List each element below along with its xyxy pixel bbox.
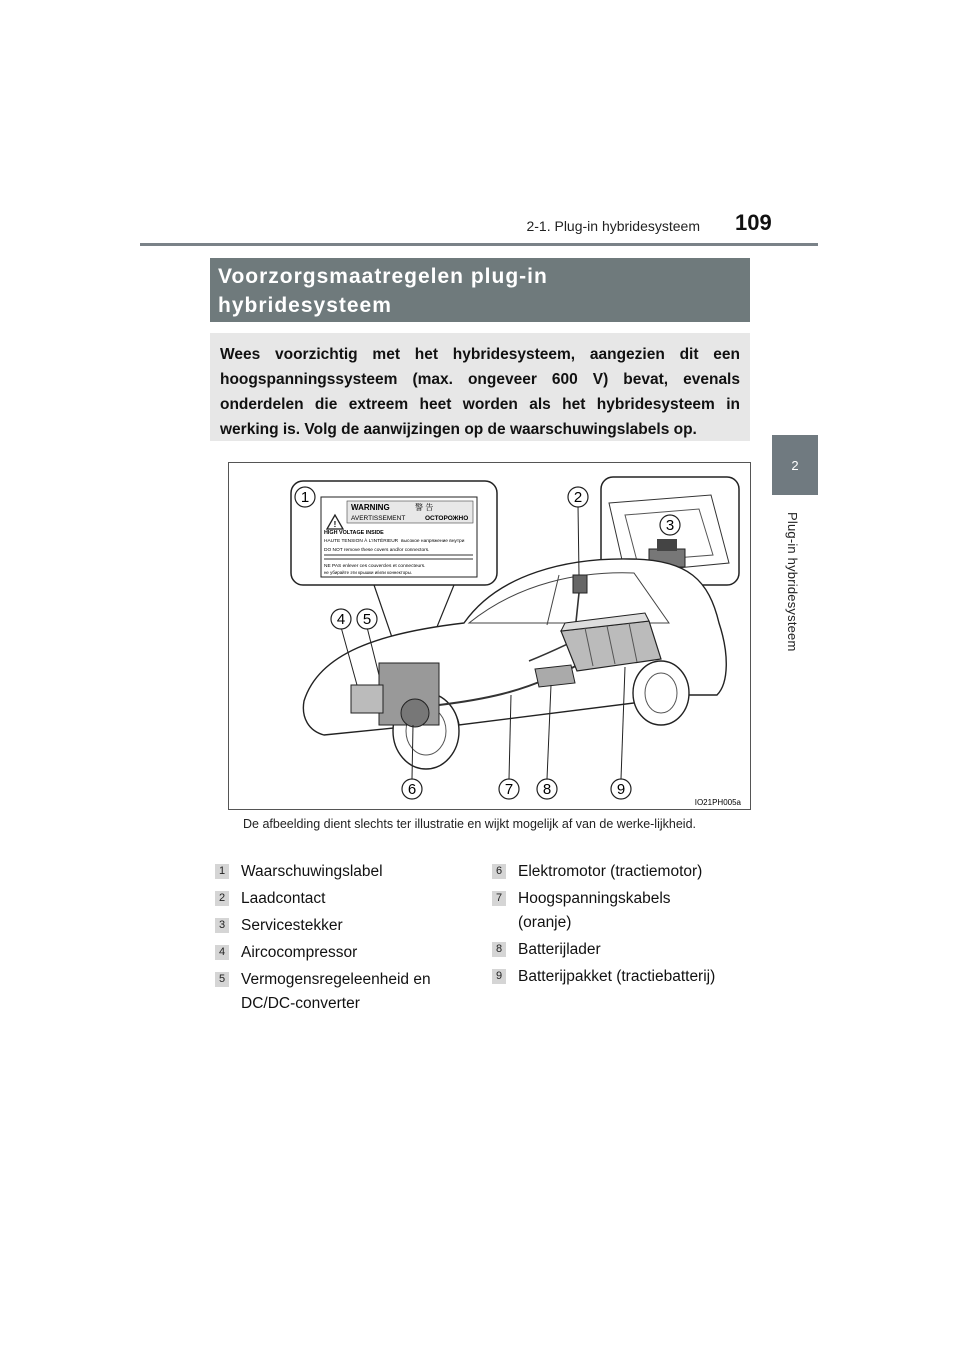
item-text: Laadcontact bbox=[241, 890, 326, 907]
list-item bbox=[490, 860, 760, 884]
svg-text:!: ! bbox=[333, 520, 337, 529]
callout-9-label: 9 bbox=[616, 781, 626, 798]
item-number: 2 bbox=[215, 891, 229, 906]
page-heading bbox=[210, 258, 750, 322]
label-warning: WARNING bbox=[351, 503, 390, 512]
list-item bbox=[490, 965, 760, 989]
header-divider bbox=[140, 243, 818, 246]
label-do-not-remove: DO NOT remove these covers and/or connectors. bbox=[324, 548, 430, 553]
rear-wheel bbox=[633, 661, 689, 725]
item-text: Vermogensregeleenheid en DC/DC-converter bbox=[241, 971, 431, 1012]
ac-compressor bbox=[351, 685, 383, 713]
label-ne-pas: NE PAS enlever ces couvercles et connecteurs. bbox=[324, 564, 426, 569]
item-number: 6 bbox=[492, 864, 506, 879]
callout-1-label: 1 bbox=[300, 489, 310, 506]
vehicle-illustration bbox=[228, 462, 751, 810]
legend-list-left bbox=[213, 860, 463, 1019]
list-item bbox=[490, 938, 760, 962]
chapter-tab[interactable]: 2 bbox=[772, 435, 818, 495]
section-title: 2-1. Plug-in hybridesysteem bbox=[526, 218, 700, 234]
label-ne-ubirayte: не убирайте эти крышки и/или коннекторы. bbox=[324, 570, 412, 575]
label-ostorozhno: ОСТОРОЖНО bbox=[425, 515, 469, 522]
callout-2-label: 2 bbox=[573, 489, 583, 506]
heading-line-2: hybridesysteem bbox=[218, 294, 392, 317]
figure-code: IO21PH005a bbox=[694, 798, 741, 807]
item-number: 5 bbox=[215, 972, 229, 987]
traction-motor bbox=[401, 699, 429, 727]
list-item bbox=[213, 887, 463, 911]
callout-4-label: 4 bbox=[336, 611, 346, 628]
callout-3-label: 3 bbox=[665, 517, 675, 534]
label-avertissement: AVERTISSEMENT bbox=[351, 515, 406, 522]
item-text: Aircocompressor bbox=[241, 944, 358, 961]
page-number: 109 bbox=[735, 210, 772, 235]
list-item bbox=[213, 968, 461, 1016]
callout-8-label: 8 bbox=[542, 781, 552, 798]
list-item bbox=[490, 887, 718, 935]
list-item bbox=[213, 941, 463, 965]
item-number: 3 bbox=[215, 918, 229, 933]
chapter-title: Plug-in hybridesysteem bbox=[785, 512, 800, 652]
car-diagram bbox=[229, 463, 752, 811]
item-number: 4 bbox=[215, 945, 229, 960]
item-number: 7 bbox=[492, 891, 506, 906]
label-high-voltage: HIGH VOLTAGE INSIDE bbox=[324, 530, 384, 536]
item-number: 9 bbox=[492, 969, 506, 984]
label-vysokoe: высокое напряжение внутри bbox=[401, 539, 465, 544]
intro-text: Wees voorzichtig met het hybridesysteem, aangezien dit een hoogspanningssysteem (max. ongeveer 600 V) bevat, evenals onderdelen die extreem heet worden als het hybridesysteem in werking is. Volg de aanwijzingen op de waarschuwingslabels op. bbox=[210, 333, 750, 441]
list-item bbox=[213, 860, 463, 884]
callout-5-label: 5 bbox=[362, 611, 372, 628]
callout-7-label: 7 bbox=[504, 781, 514, 798]
heading-line-1: Voorzorgsmaatregelen plug-in bbox=[218, 265, 548, 288]
item-text: Elektromotor (tractiemotor) bbox=[518, 863, 703, 880]
item-text: Waarschuwingslabel bbox=[241, 863, 383, 880]
charging-inlet bbox=[573, 575, 587, 593]
label-warning-cjk: 警 告 bbox=[415, 503, 434, 512]
figure-caption: De afbeelding dient slechts ter illustratie en wijkt mogelijk af van de werke-lijkheid. bbox=[243, 817, 696, 831]
battery-charger bbox=[535, 665, 575, 687]
item-number: 8 bbox=[492, 942, 506, 957]
item-text: Batterijpakket (tractiebatterij) bbox=[518, 968, 716, 985]
item-text: Batterijlader bbox=[518, 941, 601, 958]
callout-6-label: 6 bbox=[407, 781, 417, 798]
item-number: 1 bbox=[215, 864, 229, 879]
list-item bbox=[213, 914, 463, 938]
item-text: Hoogspanningskabels (oranje) bbox=[518, 890, 671, 931]
legend-list-right bbox=[490, 860, 760, 992]
item-text: Servicestekker bbox=[241, 917, 343, 934]
label-haute-tension: HAUTE TENSION À L'INTÉRIEUR bbox=[324, 539, 399, 544]
